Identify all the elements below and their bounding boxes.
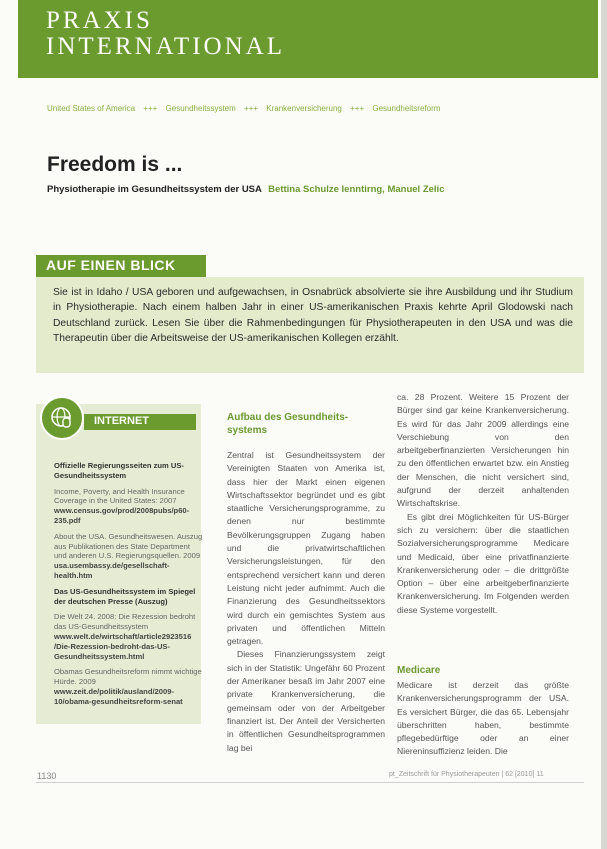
breadcrumb	[47, 104, 587, 113]
link-url[interactable]: www.welt.de/wirtschaft/article2923516 /Die-Rezession-bedroht-das-US-Gesundheitssystem.html	[54, 631, 192, 661]
breadcrumb-item-gesundheitssystem: Gesundheitssystem	[165, 104, 236, 113]
internet-link-item[interactable]	[54, 612, 204, 661]
link-group-heading: Offizielle Regierungsseiten zum US-Gesundheitssystem	[54, 461, 184, 480]
article-subtitle: Physiotherapie im Gesundheitssystem der USA	[47, 184, 262, 195]
section-title-line1: PRAXIS	[46, 7, 153, 34]
link-description: Die Welt 24. 2008: Die Rezession bedroht das US-Gesundheitssystem	[54, 612, 196, 632]
link-description: Obamas Gesundheitsreform nimmt wichtige Hürde. 2009	[54, 667, 202, 687]
body-paragraph: Dieses Finanzierungssystem zeigt sich in der Statistik: Ungefähr 60 Prozent der Amerikaner besaß im Jahr 2007 eine private Krankenversicherung, die gemeinsam oder von der Arbeitgeber finanziert ist. Der Anteil der Versicherten in öffentlichen Gesundheitsprogrammen lag bei	[227, 649, 385, 753]
body-paragraph: Medicare ist derzeit das größte Krankenversicherungsprogramm der USA. Es versichert Bürger, die das 65. Lebensjahr überschritten haben, bestimmte pflegebedürftige oder an einer Niereninsuffizienz leiden. Die	[397, 680, 569, 757]
body-paragraph: ca. 28 Prozent. Weitere 15 Prozent der Bürger sind gar keine Krankenversicherung. Es wird für das Jahr 2009 allerdings eine Verschiebung von den arbeitgeberfinanzierten Versicherungen hin zu den öffentlichen erwartet bzw. ein Anstieg der Menschen, die nicht versichert sind, aufgrund der derzeit anhaltenden Wirtschaftskrise.	[397, 392, 569, 509]
link-url[interactable]: usa.usembassy.de/gesellschaft-health.htm	[54, 561, 170, 580]
link-description: Income, Poverty, and Health Insurance Coverage in the United States: 2007	[54, 486, 185, 506]
internet-link-item	[54, 461, 204, 481]
breadcrumb-separator: +++	[350, 104, 365, 113]
breadcrumb-separator: +++	[143, 104, 158, 113]
section-heading-medicare: Medicare	[397, 665, 441, 676]
internet-link-item[interactable]	[54, 487, 204, 526]
breadcrumb-item-krankenversicherung: Krankenversicherung	[266, 104, 342, 113]
article-column-3	[397, 391, 569, 617]
breadcrumb-item-usa: United States of America	[47, 104, 136, 113]
article-subtitle-line	[47, 184, 444, 195]
page-number: 1130	[37, 771, 57, 781]
internet-link-item[interactable]	[54, 667, 204, 706]
internet-label: INTERNET	[94, 415, 149, 427]
glance-label: AUF EINEN BLICK	[46, 257, 176, 273]
link-description: About the USA. Gesundheitswesen. Auszug aus Publikationen des State Department und anderen U.S. Regierungsquellen. 2009	[54, 531, 203, 561]
link-url[interactable]: www.zeit.de/politik/ausland/2009-10/obama-gesundheitsreform-senat	[54, 686, 183, 706]
section-heading-aufbau: Aufbau des Gesundheits- systems	[227, 412, 349, 436]
globe-mouse-icon	[40, 396, 84, 440]
page-edge	[601, 0, 607, 849]
section-banner	[18, 0, 598, 78]
section-title	[46, 8, 285, 60]
glance-box	[36, 277, 584, 373]
internet-link-item	[54, 587, 204, 607]
footer-divider	[36, 782, 584, 783]
body-paragraph: Zentral ist Gesundheitssystem der Vereinigten Staaten von Amerika ist, dass hier der Markt einen eigenen Wirtschaftssektor begründet und es gibt staatliche Versicherungsprogramme, zu denen nur bestimmte Bevölkerungsgruppen Zugang haben und die privatwirtschaftlichen Versicherungsleistungen, für den entsprechend versichert kann und deren Leistung nicht jeder aufnimmt. Auch die Finanzierung des Gesundheitssektors wird durch ein gemischtes System aus privaten und öffentlichen Mitteln getragen.	[227, 450, 385, 647]
internet-tab	[84, 414, 196, 430]
glance-tab	[36, 255, 206, 277]
article-column-2	[227, 449, 385, 755]
breadcrumb-separator: +++	[244, 104, 259, 113]
breadcrumb-item-gesundheitsreform: Gesundheitsreform	[372, 104, 441, 113]
section-title-line2: INTERNATIONAL	[46, 33, 285, 60]
internet-links	[54, 461, 204, 713]
link-group-heading: Das US-Gesundheitssystem im Spiegel der deutschen Presse (Auszug)	[54, 586, 196, 606]
glance-text: Sie ist in Idaho / USA geboren und aufgewachsen, in Osnabrück absolvierte sie ihre Ausbildung und ihr Studium in Physiotherapie. Nach einem halben Jahr in einer US-amerikanischen Praxis kehrte April Glodowski nach Deutschland zurück. Lesen Sie über die Rahmenbedingungen für Physiotherapeuten in den USA und was die Therapeutin über die Arbeitsweise der US-amerikanischen Kollegen erzählt.	[53, 287, 573, 344]
article-authors: Bettina Schulze Ienntirng, Manuel Zelic	[268, 184, 445, 195]
link-url[interactable]: www.census.gov/prod/2008pubs/p60-235.pdf	[54, 506, 190, 525]
article-title: Freedom is ...	[47, 153, 183, 176]
body-paragraph: Es gibt drei Möglichkeiten für US-Bürger sich zu versichern: über die staatlichen Sozialversicherungsprogramme Medicare und Medicaid, über eine privatfinanzierte Krankenversicherung oder – die drittgrößte Option – über eine arbeitgeberfinanzierte Krankenversicherung. Im Folgenden werden diese Systeme vorgestellt.	[397, 511, 569, 615]
journal-footer: pt_Zeitschrift für Physiotherapeuten | 62 [2010] 11	[389, 771, 544, 778]
internet-link-item[interactable]	[54, 532, 204, 581]
article-column-3-medicare	[397, 679, 569, 759]
